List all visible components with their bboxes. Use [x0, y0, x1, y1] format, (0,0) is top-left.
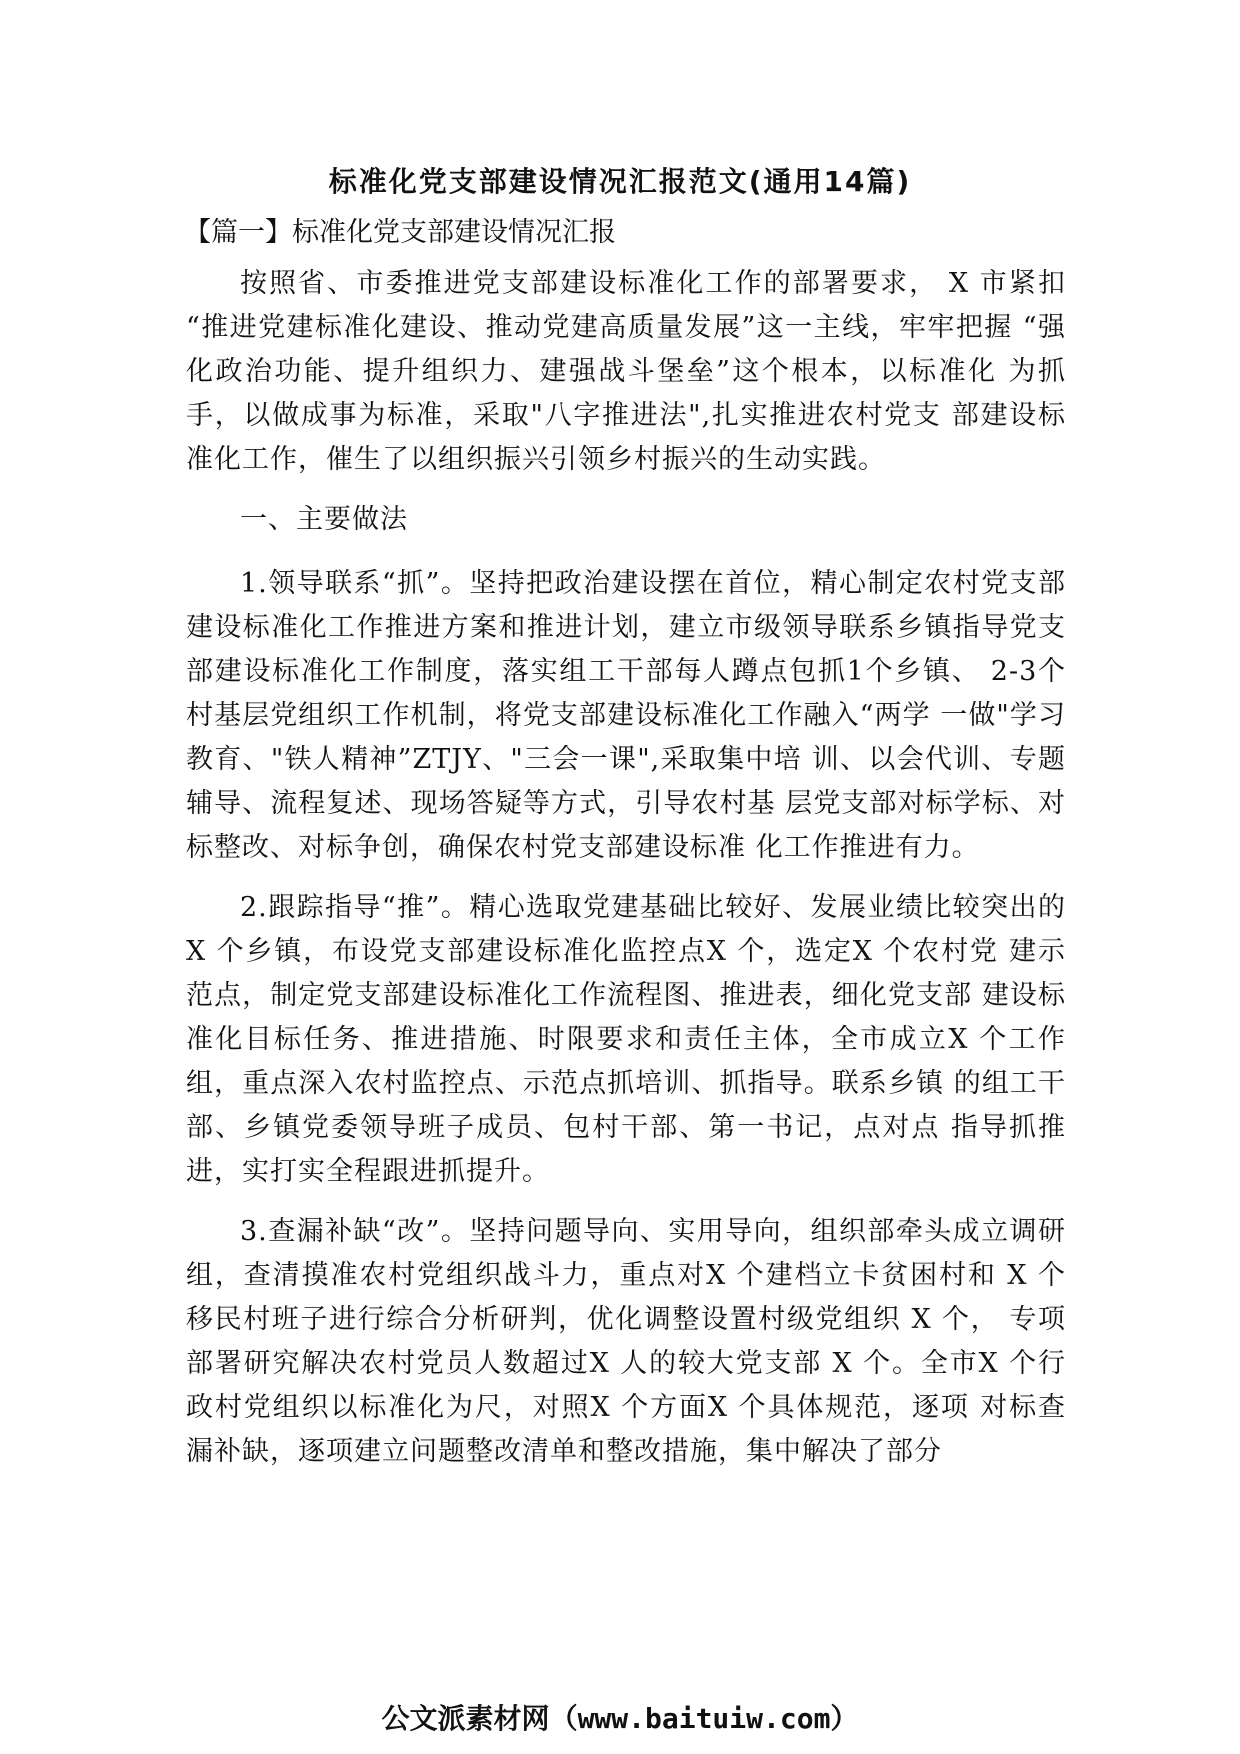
item-2-paragraph: 2.跟踪指导“推”。精心选取党建基础比较好、发展业绩比较突出的X 个乡镇，布设党支部建设标准化监控点X 个，选定X 个农村党 建示范点，制定党支部建设标准化工作流程图、推进表，细化党支部 建设标准化目标任务、推进措施、时限要求和责任主体，全市成立X 个工作组，重点深入农村监控点、示范点抓培训、抓指导。联系乡镇 的组工干部、乡镇党委领导班子成员、包村干部、第一书记，点对点 指导抓推进，实打实全程跟进抓提升。 [186, 892, 1066, 1187]
section-heading: 【篇一】标准化党支部建设情况汇报 [184, 217, 616, 248]
footer-watermark [0, 1697, 1240, 1737]
document-title: 标准化党支部建设情况汇报范文(通用14篇) [328, 165, 912, 198]
document-body [186, 262, 1066, 1490]
subheading-main-practices: 一、主要做法 [240, 504, 408, 535]
footer-url[interactable]: （www.baituiw.com） [549, 1702, 859, 1735]
item-1-paragraph: 1.领导联系“抓”。坚持把政治建设摆在首位，精心制定农村党支部建设标准化工作推进方案和推进计划，建立市级领导联系乡镇指导党支部建设标准化工作制度，落实组工干部每人蹲点包抓1个乡镇、 2-3个村基层党组织工作机制，将党支部建设标准化工作融入“两学 一做"学习教育、"铁人精神”ZTJY、"三会一课",采取集中培 训、以会代训、专题辅导、流程复述、现场答疑等方式，引导农村基 层党支部对标学标、对标整改、对标争创，确保农村党支部建设标准 化工作推进有力。 [186, 568, 1066, 863]
intro-paragraph: 按照省、市委推进党支部建设标准化工作的部署要求， X 市紧扣 “推进党建标准化建设、推动党建高质量发展”这一主线，牢牢把握 “强化政治功能、提升组织力、建强战斗堡垒”这个根本，以标准化 为抓手，以做成事为标准，采取"八字推进法",扎实推进农村党支 部建设标准化工作，催生了以组织振兴引领乡村振兴的生动实践。 [186, 268, 1066, 475]
item-3-paragraph: 3.查漏补缺“改”。坚持问题导向、实用导向，组织部牵头成立调研组，查清摸准农村党组织战斗力，重点对X 个建档立卡贫困村和 X 个移民村班子进行综合分析研判，优化调整设置村级党组织 X 个， 专项部署研究解决农村党员人数超过X 人的较大党支部 X 个。全市X 个行政村党组织以标准化为尺，对照X 个方面X 个具体规范，逐项 对标查漏补缺，逐项建立问题整改清单和整改措施，集中解决了部分 [186, 1216, 1066, 1467]
footer-site-name: 公文派素材网 [381, 1702, 550, 1735]
